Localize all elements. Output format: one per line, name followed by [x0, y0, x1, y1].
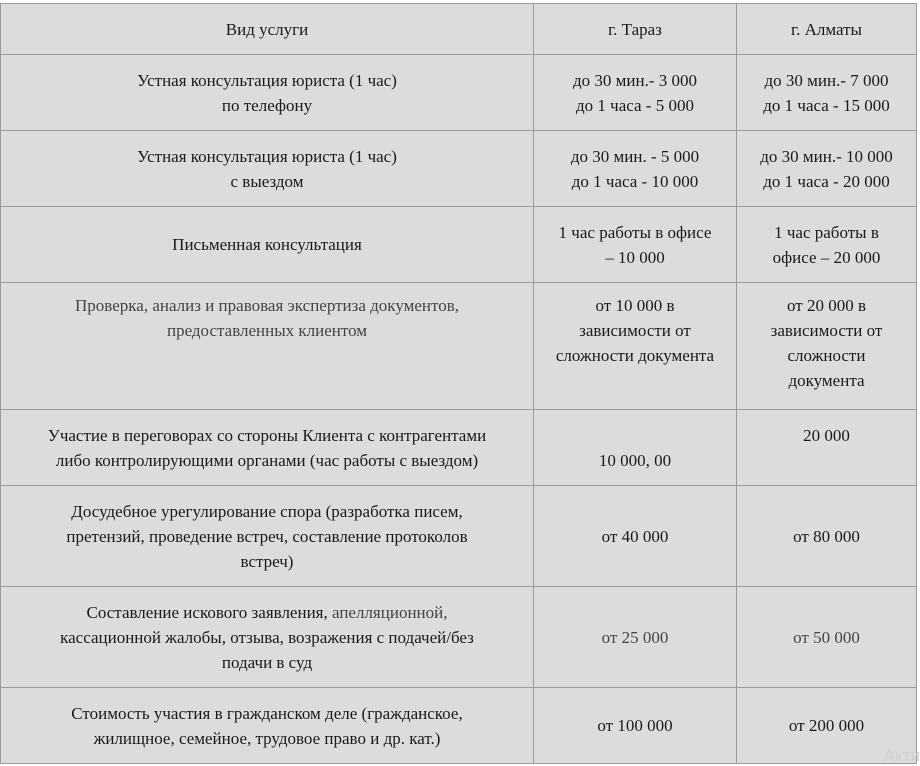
price-taraz: от 40 000: [534, 486, 737, 587]
service-cell: Составление искового заявления, апелляционной, кассационной жалобы, отзыва, возражения с подачей/без подачи в суд: [1, 587, 534, 688]
price-taraz: от 25 000: [534, 587, 737, 688]
service-cell: Участие в переговорах со стороны Клиента с контрагентами либо контролирующими органами (час работы с выездом): [1, 410, 534, 486]
service-cell: Устная консультация юриста (1 час) по телефону: [1, 55, 534, 131]
table-row: [1, 688, 917, 764]
price-table: [0, 3, 917, 764]
table-row: [1, 486, 917, 587]
price-taraz: от 100 000: [534, 688, 737, 764]
service-cell: Устная консультация юриста (1 час) с выездом: [1, 131, 534, 207]
price-almaty: 20 000: [737, 410, 917, 486]
table-row: [1, 55, 917, 131]
table-row: [1, 410, 917, 486]
service-cell: Проверка, анализ и правовая экспертиза документов, предоставленных клиентом: [1, 283, 534, 410]
price-taraz: от 10 000 в зависимости от сложности документа: [534, 283, 737, 410]
price-taraz: 10 000, 00: [534, 410, 737, 486]
header-service: Вид услуги: [1, 4, 534, 55]
table-header-row: [1, 4, 917, 55]
table-row: [1, 283, 917, 410]
service-cell: Письменная консультация: [1, 207, 534, 283]
price-almaty: от 20 000 в зависимости от сложности документа: [737, 283, 917, 410]
service-cell: Стоимость участия в гражданском деле (гражданское, жилищное, семейное, трудовое право и др. кат.): [1, 688, 534, 764]
price-taraz: до 30 мин.- 3 000 до 1 часа - 5 000: [534, 55, 737, 131]
service-cell: Досудебное урегулирование спора (разработка писем, претензий, проведение встреч, составление протоколов встреч): [1, 486, 534, 587]
header-taraz: г. Тараз: [534, 4, 737, 55]
table-row: [1, 587, 917, 688]
watermark: Акти: [883, 746, 920, 765]
table-row: [1, 131, 917, 207]
price-almaty: от 50 000: [737, 587, 917, 688]
price-almaty: от 200 000: [737, 688, 917, 764]
price-almaty: от 80 000: [737, 486, 917, 587]
header-almaty: г. Алматы: [737, 4, 917, 55]
table-row: [1, 207, 917, 283]
price-almaty: 1 час работы в офисе – 20 000: [737, 207, 917, 283]
price-almaty: до 30 мин.- 7 000 до 1 часа - 15 000: [737, 55, 917, 131]
price-almaty: до 30 мин.- 10 000 до 1 часа - 20 000: [737, 131, 917, 207]
price-taraz: 1 час работы в офисе – 10 000: [534, 207, 737, 283]
price-taraz: до 30 мин. - 5 000 до 1 часа - 10 000: [534, 131, 737, 207]
